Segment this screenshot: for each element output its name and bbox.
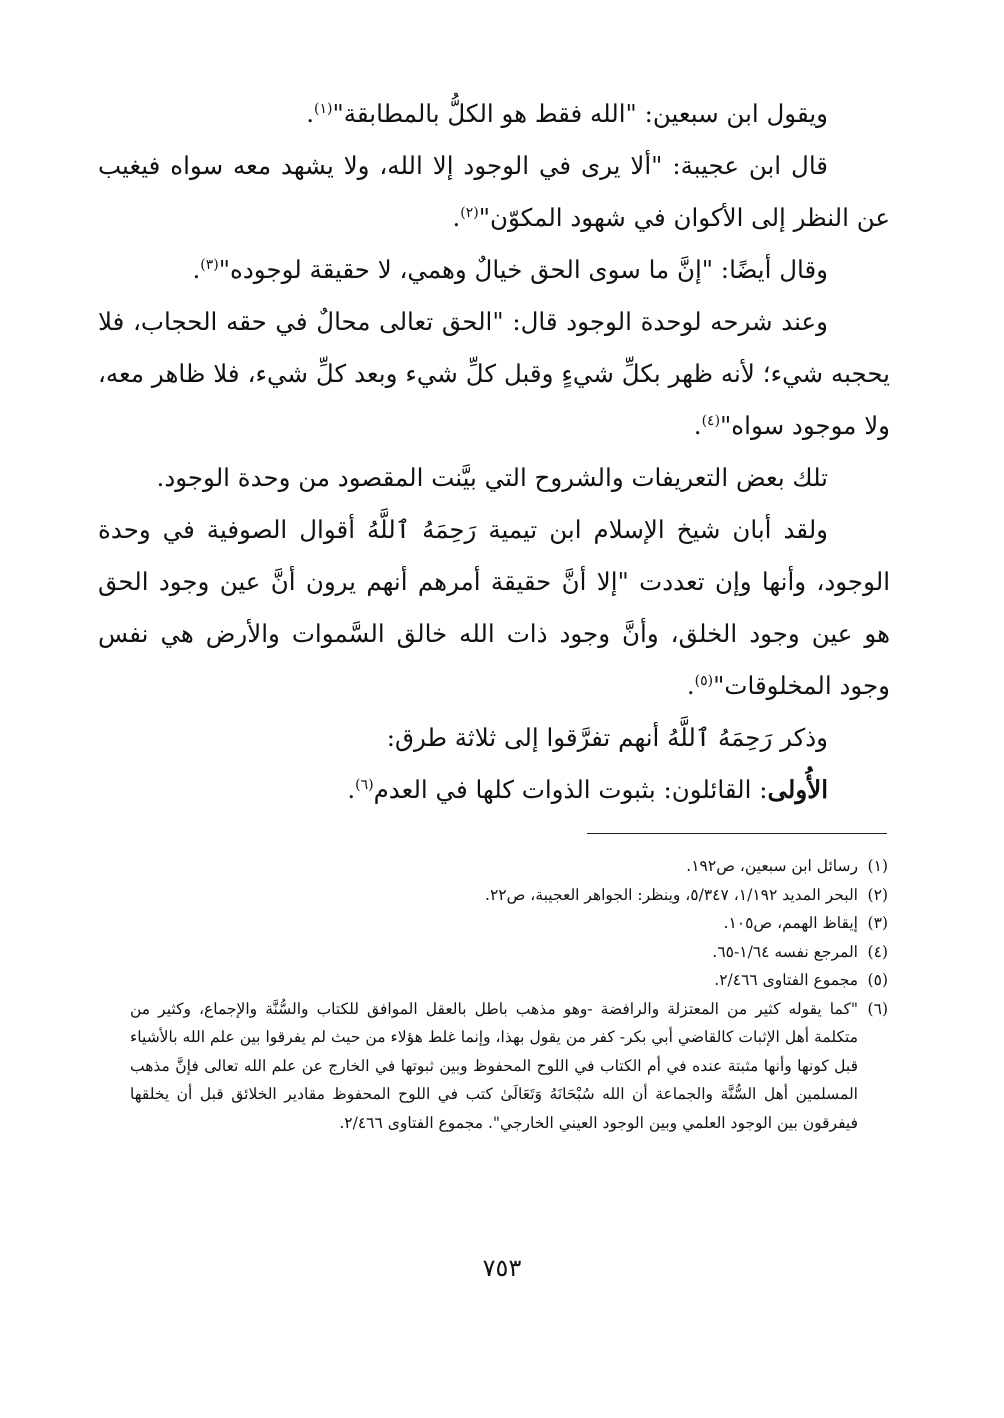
footnote-ref[interactable]: (٢) bbox=[460, 205, 479, 221]
paragraph-6: ولقد أبان شيخ الإسلام ابن تيمية رَحِمَهُ ٱللَّهُ أقوال الصوفية في وحدة الوجود، وأنها وإن تعددت "إلا أنَّ حقيقة أمرهم أنهم يرون أنَّ عين وجود الحق هو عين وجود الخلق، وأنَّ وجود ذات الله خالق السَّموات والأرض هي نفس وجود المخلوقات"$^{(٥)}$. bbox=[98, 515, 890, 700]
footnote-item bbox=[130, 995, 888, 1138]
footnote-item bbox=[130, 881, 888, 910]
footnote-divider bbox=[587, 833, 887, 834]
footnote-ref[interactable]: (٦) bbox=[355, 777, 374, 793]
page-number: ٧٥٣ bbox=[482, 1254, 522, 1282]
footnote-number: (٢) bbox=[867, 885, 888, 904]
paragraph-8: الأُولى: القائلون: بثبوت الذوات كلها في العدم$^{(٦)}$. bbox=[347, 775, 828, 804]
main-text bbox=[98, 88, 890, 816]
footnote-item bbox=[130, 909, 888, 938]
paragraph-5: تلك بعض التعريفات والشروح التي بيَّنت المقصود من وحدة الوجود. bbox=[156, 463, 828, 492]
footnote-number: (٣) bbox=[867, 914, 888, 932]
paragraph-3: وقال أيضًا: "إنَّ ما سوى الحق خيالٌ وهمي، لا حقيقة لوجوده"$^{(٣)}$. bbox=[192, 255, 828, 284]
footnote-ref[interactable]: (١) bbox=[314, 101, 333, 117]
footnote-text: المرجع نفسه ١/٦٤-٦٥. bbox=[712, 942, 858, 961]
paragraph-4: وعند شرحه لوحدة الوجود قال: "الحق تعالى محالٌ في حقه الحجاب، فلا يحجبه شيء؛ لأنه ظهر بكلِّ شيءٍ وقبل كلِّ شيء وبعد كلِّ شيء، فلا ظاهر معه، ولا موجود سواه"$^{(٤)}$. bbox=[98, 307, 890, 440]
footnotes-section bbox=[130, 852, 888, 1137]
footnote-item bbox=[130, 966, 888, 995]
footnote-number: (٤) bbox=[867, 942, 888, 961]
footnote-ref[interactable]: (٤) bbox=[701, 413, 721, 429]
footnote-text: رسائل ابن سبعين، ص١٩٢. bbox=[686, 857, 858, 875]
paragraph-7: وذكر رَحِمَهُ ٱللَّهُ أنهم تفرَّقوا إلى ثلاثة طرق: bbox=[386, 723, 828, 752]
footnote-text: "كما يقوله كثير من المعتزلة والرافضة -وهو مذهب باطل بالعقل الموافق للكتاب والسُّنَّة والإجماع، وكثير من متكلمة أهل الإثبات كالقاضي أبي بكر- كفر من يقول بهذا، وإنما غلط هؤلاء من حيث لم يفرقوا بين علم الله بالأشياء قبل كونها وأنها مثبتة عنده في أم الكتاب في اللوح المحفوظ وبين ثبوتها في الخارج عن علم الله تعالى فإنَّ مذهب المسلمين أهل السُّنَّة والجماعة أن الله سُبْحَانَهُ وَتَعَالَىٰ كتب في اللوح المحفوظ مقادير الخلائق قبل أن يخلقها فيفرقون بين الوجود العلمي وبين الوجود العيني الخارجي". مجموع الفتاوى ٢/٤٦٦. bbox=[130, 999, 858, 1132]
footnote-number: (٦) bbox=[867, 999, 888, 1018]
footnote-ref[interactable]: (٣) bbox=[200, 257, 219, 273]
paragraph-2: قال ابن عجيبة: "ألا يرى في الوجود إلا الله، ولا يشهد معه سواه فيغيب عن النظر إلى الأكوان في شهود المكوّن"$^{(٢)}$. bbox=[98, 151, 890, 232]
footnote-item bbox=[130, 852, 888, 881]
footnote-text: البحر المديد ١/١٩٢، ٥/٣٤٧، وينظر: الجواهر العجيبة، ص٢٢. bbox=[485, 885, 858, 904]
bold-lead-word: الأُولى bbox=[767, 775, 828, 804]
paragraph-1: ويقول ابن سبعين: "الله فقط هو الكلُّ بالمطابقة"$^{(١)}$. bbox=[306, 99, 828, 128]
footnote-number: (١) bbox=[867, 857, 888, 875]
footnote-text: إيقاظ الهمم، ص١٠٥. bbox=[723, 914, 858, 932]
footnote-text: مجموع الفتاوى ٢/٤٦٦. bbox=[714, 971, 858, 989]
footnote-item bbox=[130, 938, 888, 967]
footnote-ref[interactable]: (٥) bbox=[694, 673, 714, 689]
footnote-number: (٥) bbox=[867, 971, 888, 989]
